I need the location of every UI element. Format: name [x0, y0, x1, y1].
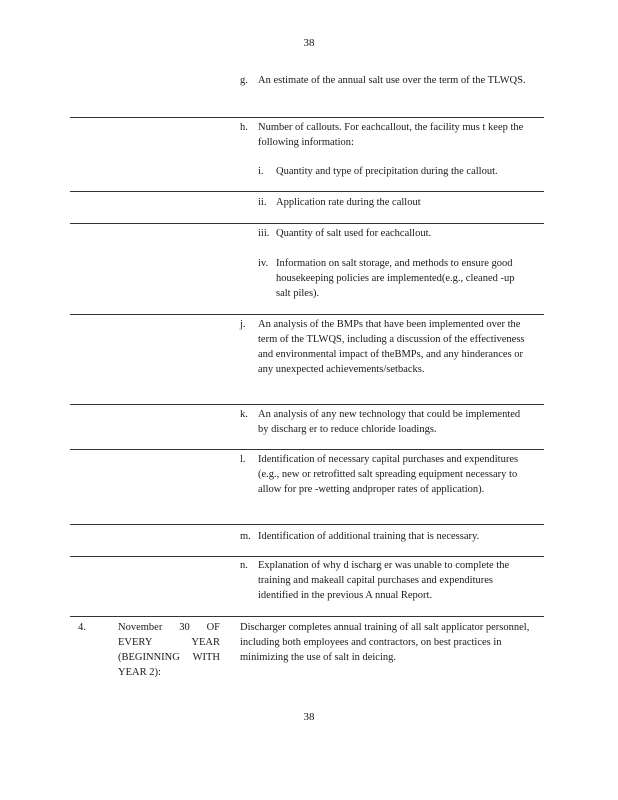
- table-rule: [70, 524, 544, 525]
- item-k-label: k.: [240, 409, 248, 420]
- table-rule: [70, 404, 544, 405]
- item-h-iv: [258, 256, 528, 301]
- table-rule: [70, 449, 544, 450]
- item-h: [240, 120, 530, 150]
- row-4-deadline: November 30 OF EVERY YEAR (BEGINNING WITH YEAR 2):: [118, 622, 220, 678]
- item-h-text: Number of callouts. For eachcallout, the facility mus t keep the following information:: [258, 122, 524, 148]
- item-h-ii: [258, 195, 528, 210]
- item-h-i: [258, 164, 528, 179]
- table-rule: [70, 191, 544, 192]
- row-4-requirement: Discharger completes annual training of all salt applicator personnel, including both employees and contractors, on best practices in minimizing the use of salt in deicing.: [240, 622, 530, 663]
- item-l-label: l.: [240, 454, 246, 465]
- item-h-i-text: Quantity and type of precipitation during the callout.: [276, 166, 498, 177]
- item-h-iv-label: iv.: [258, 258, 269, 269]
- item-m: [240, 529, 530, 544]
- table-rule: [70, 223, 544, 224]
- item-k-text: An analysis of any new technology that could be implemented by discharg er to reduce chloride loadings.: [258, 409, 521, 435]
- item-m-label: m.: [240, 531, 251, 542]
- item-j: [240, 317, 530, 377]
- item-g: [240, 73, 530, 88]
- item-h-i-label: i.: [258, 166, 264, 177]
- item-n-text: Explanation of why d ischarg er was unable to complete the training and makeall capital purchases and expenditures identified in the previous A nnual Report.: [258, 560, 510, 601]
- item-h-ii-label: ii.: [258, 197, 267, 208]
- item-l: [240, 452, 530, 497]
- item-n-label: n.: [240, 560, 248, 571]
- item-h-iii: [258, 226, 528, 241]
- table-rule: [70, 314, 544, 315]
- item-n: [240, 558, 530, 603]
- item-h-iii-text: Quantity of salt used for eachcallout.: [276, 228, 432, 239]
- page-number-top: 38: [303, 37, 315, 49]
- item-l-text: Identification of necessary capital purchases and expenditures (e.g., new or retrofitted salt spreading equipment necessary to allow for pre -wetting andproper rates of application).: [258, 454, 519, 495]
- item-h-label: h.: [240, 122, 248, 133]
- item-j-text: An analysis of the BMPs that have been implemented over the term of the TLWQS, including a discussion of the effectiveness and environmental impact of theBMPs, and any hinderances or any unexpected achievements/setbacks.: [258, 319, 525, 375]
- item-h-iv-text: Information on salt storage, and methods to ensure good housekeeping policies are implemented(e.g., cleaned -up salt piles).: [276, 258, 515, 299]
- item-h-ii-text: Application rate during the callout: [276, 197, 421, 208]
- table-rule: [70, 616, 544, 617]
- table-rule: [70, 556, 544, 557]
- item-m-text: Identification of additional training that is necessary.: [258, 531, 480, 542]
- table-rule: [70, 117, 544, 118]
- item-k: [240, 407, 530, 437]
- item-j-label: j.: [240, 319, 246, 330]
- page-number-bottom: 38: [303, 711, 315, 723]
- item-h-iii-label: iii.: [258, 228, 270, 239]
- row-4-number: 4.: [78, 622, 86, 633]
- item-g-text: An estimate of the annual salt use over the term of the TLWQS.: [258, 75, 526, 86]
- item-g-label: g.: [240, 75, 248, 86]
